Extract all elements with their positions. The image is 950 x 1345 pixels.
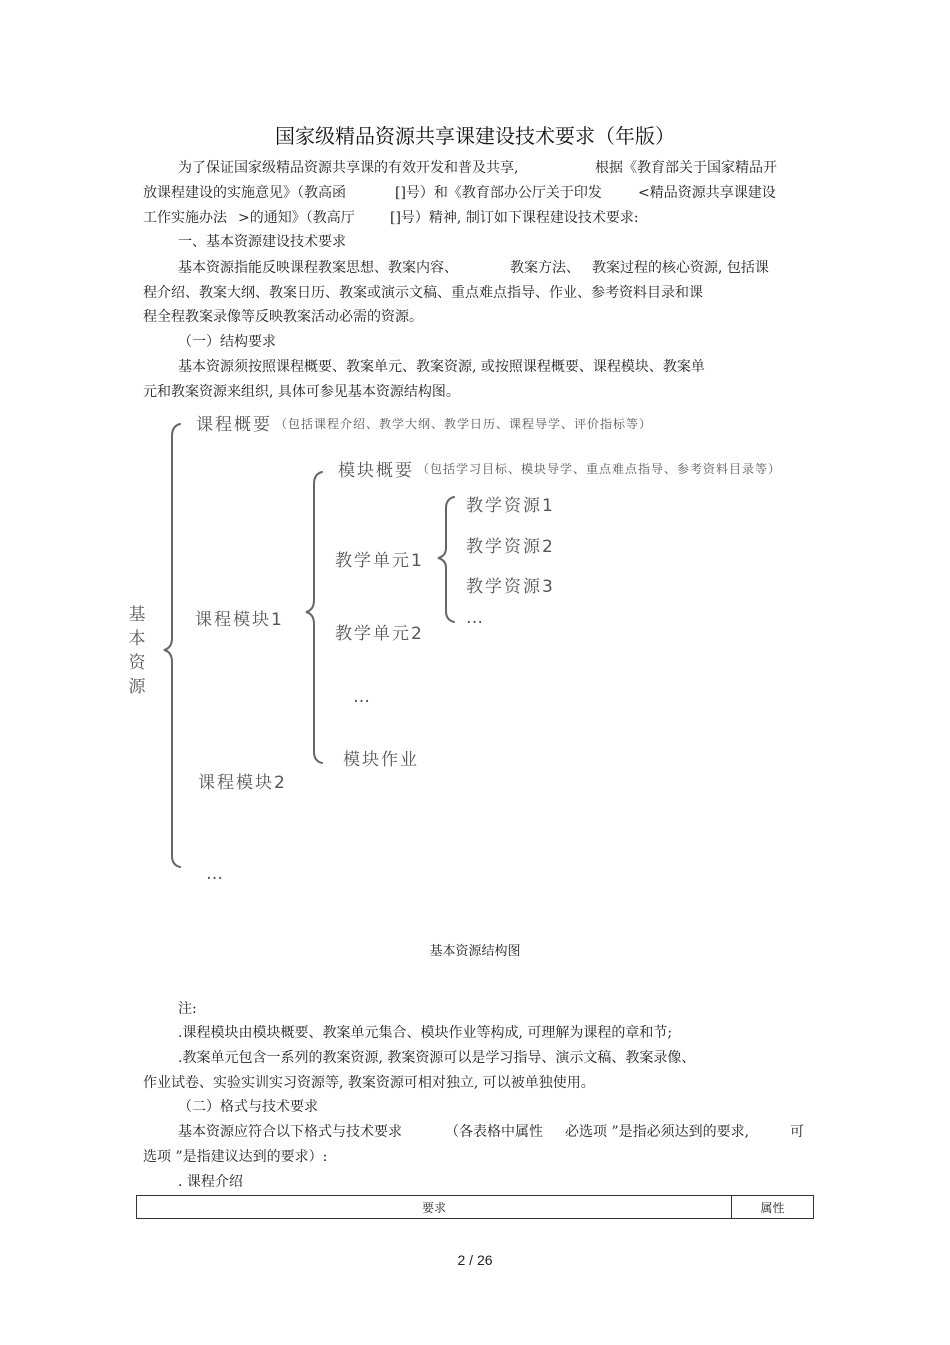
intro-line-2b: []号）和《教育部办公厅关于印发	[395, 185, 602, 201]
intro-line-1b: 根据《教育部关于国家精品开	[595, 160, 777, 176]
section1-heading: 一、基本资源建设技术要求	[178, 234, 346, 250]
diagram-module-overview-note: （包括学习目标、模块导学、重点难点指导、参考资料目录等）	[417, 462, 782, 476]
requirements-table	[136, 1195, 814, 1219]
diagram-course-overview: 课程概要	[196, 415, 272, 435]
diagram-module-2: 课程模块2	[198, 773, 287, 793]
table-header-requirement: 要求	[137, 1196, 732, 1219]
subsection1-para-1: 基本资源须按照课程概要、教案单元、教案资源, 或按照课程概要、课程模块、教案单	[178, 359, 705, 375]
intro-line-1a: 为了保证国家级精品资源共享课的有效开发和普及共享,	[178, 160, 519, 176]
notes-label: 注:	[178, 1001, 197, 1017]
note-1: .课程模块由模块概要、教案单元集合、模块作业等构成, 可理解为课程的章和节;	[178, 1025, 673, 1041]
diagram-course-overview-note: （包括课程介绍、教学大纲、教学日历、课程导学、评价指标等）	[275, 417, 653, 431]
intro-line-3b: >的通知》（教高厅	[238, 210, 355, 226]
root-char: 源	[128, 677, 148, 697]
section1-para-3: 程全程教案录像等反映教案活动必需的资源。	[143, 309, 423, 325]
intro-line-3c: []号）精神, 制订如下课程建设技术要求:	[390, 210, 639, 226]
note-2-line-1: .教案单元包含一系列的教案资源, 教案资源可以是学习指导、演示文稿、教案录像、	[178, 1050, 696, 1066]
root-char: 资	[128, 653, 148, 673]
diagram-module-homework: 模块作业	[343, 750, 419, 770]
note-2-line-2: 作业试卷、实验实训实习资源等, 教案资源可相对独立, 可以被单独使用。	[143, 1075, 595, 1091]
module-brace	[306, 472, 322, 763]
diagram-module-1: 课程模块1	[195, 610, 284, 630]
section1-para-1c: 教案过程的核心资源, 包括课	[592, 260, 769, 276]
diagram-unit-2: 教学单元2	[335, 624, 424, 644]
root-char: 本	[128, 629, 148, 649]
diagram-resource-ellipsis: …	[466, 608, 485, 628]
subsection2-para-1a: 基本资源应符合以下格式与技术要求	[178, 1124, 402, 1140]
document-title: 国家级精品资源共享课建设技术要求（年版）	[275, 124, 675, 148]
root-brace	[164, 424, 180, 867]
diagram-module-overview: 模块概要	[338, 461, 414, 481]
intro-line-2c: <精品资源共享课建设	[638, 185, 776, 201]
diagram-root-ellipsis: …	[206, 864, 225, 884]
subsection2-item: . 课程介绍	[178, 1174, 243, 1190]
subsection2-para-2: 选项 ”是指建议达到的要求）:	[143, 1149, 328, 1165]
table-header-row	[137, 1196, 814, 1219]
diagram-unit-ellipsis: …	[353, 687, 372, 707]
diagram-caption: 基本资源结构图	[429, 944, 521, 959]
subsection2-para-1d: 可	[790, 1124, 804, 1140]
diagram-resource-2: 教学资源2	[466, 537, 555, 557]
subsection1-heading: （一）结构要求	[178, 334, 276, 350]
diagram-unit-1: 教学单元1	[335, 551, 424, 571]
section1-para-1b: 教案方法、	[510, 260, 580, 276]
page-number: 2 / 26	[457, 1252, 493, 1268]
unit-brace	[438, 497, 454, 622]
section1-para-1a: 基本资源指能反映课程教案思想、教案内容、	[178, 260, 458, 276]
root-char: 基	[128, 605, 148, 625]
section1-para-2: 程介绍、教案大纲、教案日历、教案或演示文稿、重点难点指导、作业、参考资料目录和课	[143, 285, 703, 301]
subsection2-heading: （二）格式与技术要求	[178, 1099, 318, 1115]
intro-line-3a: 工作实施办法	[143, 210, 227, 226]
diagram-resource-3: 教学资源3	[466, 577, 555, 597]
subsection2-para-1b: （各表格中属性	[445, 1124, 543, 1140]
subsection1-para-2: 元和教案资源来组织, 具体可参见基本资源结构图。	[143, 384, 460, 400]
diagram-resource-1: 教学资源1	[466, 496, 555, 516]
diagram-root-label	[128, 603, 148, 699]
intro-line-2a: 放课程建设的实施意见》（教高函	[143, 185, 346, 201]
table-header-attribute: 属性	[732, 1196, 814, 1219]
subsection2-para-1c: 必选项 ”是指必须达到的要求,	[565, 1124, 750, 1140]
